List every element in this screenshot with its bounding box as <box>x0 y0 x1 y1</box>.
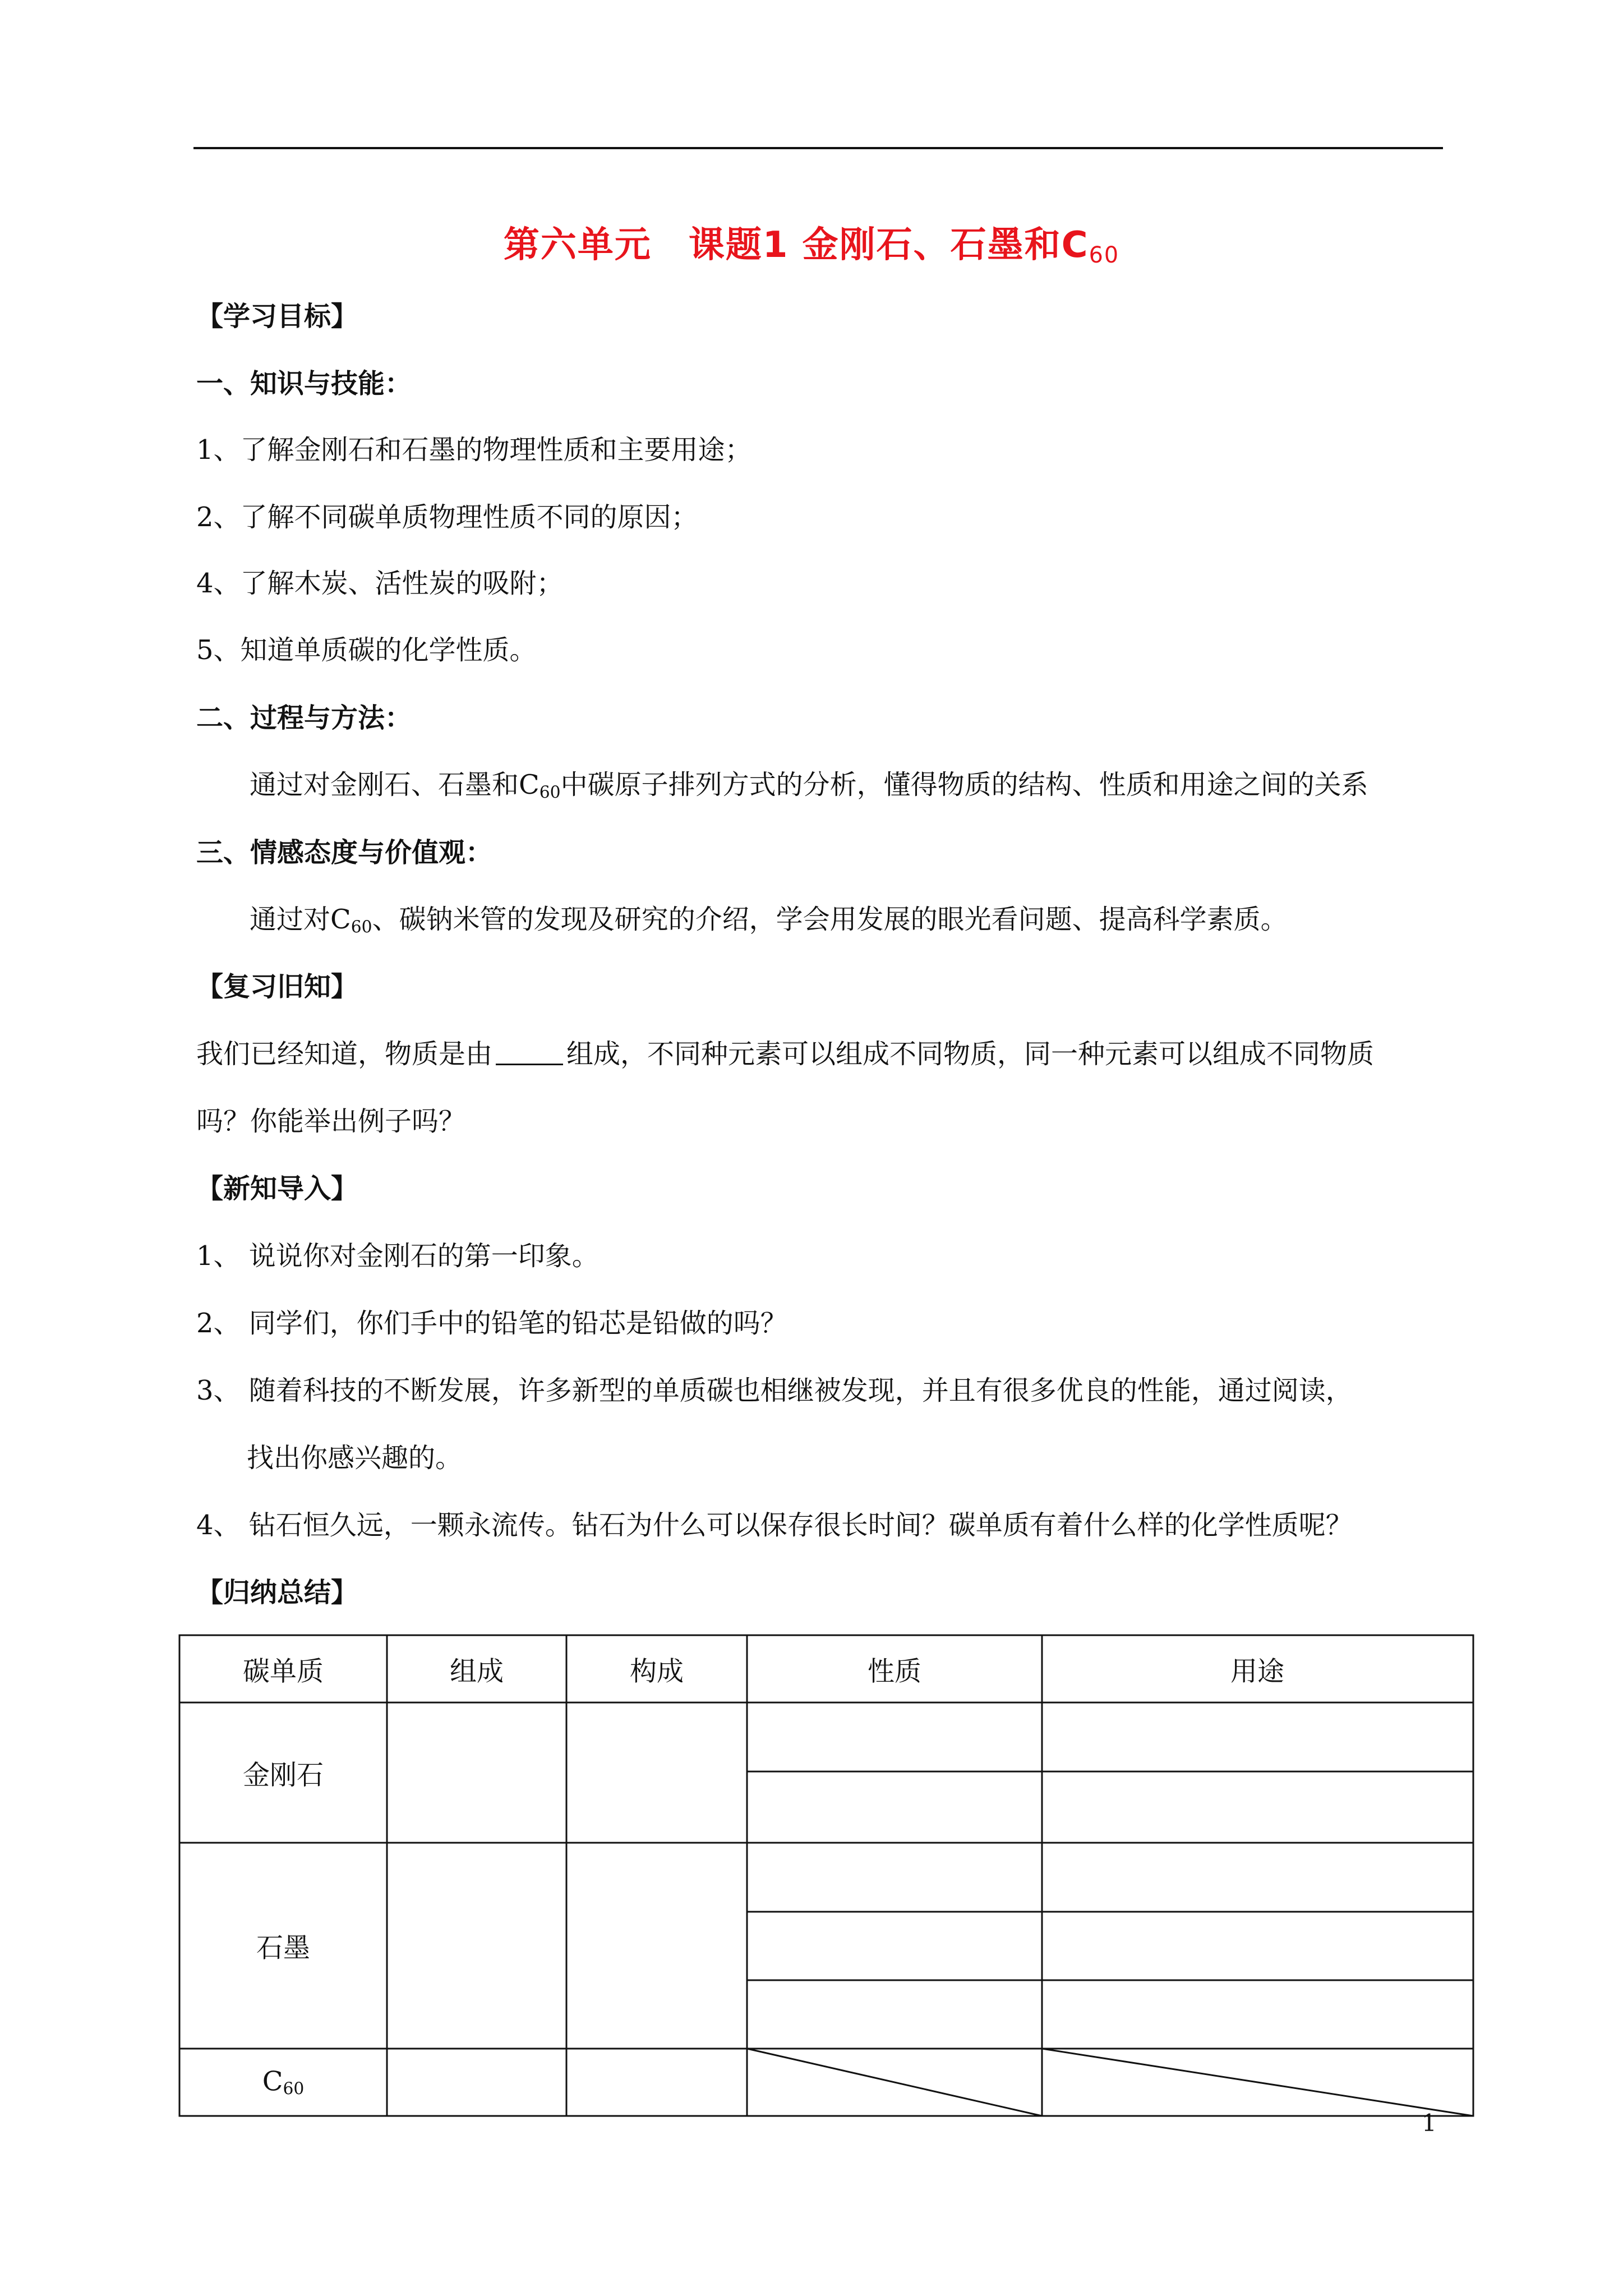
new-knowledge-item-continuation: 找出你感兴趣的。 <box>247 1442 463 1474</box>
fill-in-blank[interactable] <box>496 1041 563 1065</box>
process-text: 通过对金刚石、石墨和$C_{60}$中碳原子排列方式的分析，懂得物质的结构、性质和用途之间的关系 <box>250 769 1368 803</box>
review-text-line1: 我们已经知道，物质是由 组成，不同种元素可以组成不同物质，同一种元素可以组成不同物质 <box>196 1038 1375 1070</box>
knowledge-item: 1、了解金刚石和石墨的物理性质和主要用途； <box>196 434 752 466</box>
learning-goals-heading: 【学习目标】 <box>196 301 358 332</box>
table-header-cell: 组成 <box>449 1655 504 1687</box>
page-title: 第六单元 课题1 金刚石、石墨和$C_{60}$ <box>503 224 1120 268</box>
new-knowledge-heading: 【新知导入】 <box>196 1173 358 1204</box>
table-row-label-c60: $C_{60}$ <box>262 2065 305 2099</box>
header-rule <box>193 147 1443 149</box>
page-number: 1 <box>1422 2109 1437 2137</box>
knowledge-item: 5、知道单质碳的化学性质。 <box>196 634 537 666</box>
emotion-text: 通过对$C_{60}$、碳钠米管的发现及研究的介绍，学会用发展的眼光看问题、提高科学素质。 <box>250 904 1288 937</box>
table-header-cell: 碳单质 <box>242 1655 324 1687</box>
table-header-cell: 构成 <box>629 1655 684 1687</box>
knowledge-item: 4、了解木炭、活性炭的吸附； <box>196 568 564 599</box>
new-knowledge-item: 2、 同学们，你们手中的铅笔的铅芯是铅做的吗？ <box>196 1308 787 1339</box>
review-text-line2: 吗？你能举出例子吗？ <box>196 1106 466 1137</box>
table-row-label: 金刚石 <box>242 1759 324 1791</box>
new-knowledge-item: 1、 说说你对金刚石的第一印象。 <box>196 1240 599 1272</box>
emotion-heading: 三、情感态度与价值观： <box>196 837 493 868</box>
table-header-cell: 性质 <box>867 1655 922 1687</box>
process-heading: 二、过程与方法： <box>196 702 412 734</box>
table-header-cell: 用途 <box>1230 1655 1285 1687</box>
table-row-label: 石墨 <box>256 1932 311 1964</box>
new-knowledge-item: 3、 随着科技的不断发展，许多新型的单质碳也相继被发现，并且有很多优良的性能，通过阅读， <box>196 1375 1353 1406</box>
new-knowledge-item: 4、 钻石恒久远，一颗永流传。钻石为什么可以保存很长时间？碳单质有着什么样的化学性质呢？ <box>196 1510 1353 1541</box>
review-heading: 【复习旧知】 <box>196 971 358 1002</box>
knowledge-item: 2、了解不同碳单质物理性质不同的原因； <box>196 501 698 533</box>
knowledge-heading: 一、知识与技能： <box>196 368 412 399</box>
summary-heading: 【归纳总结】 <box>196 1577 358 1608</box>
